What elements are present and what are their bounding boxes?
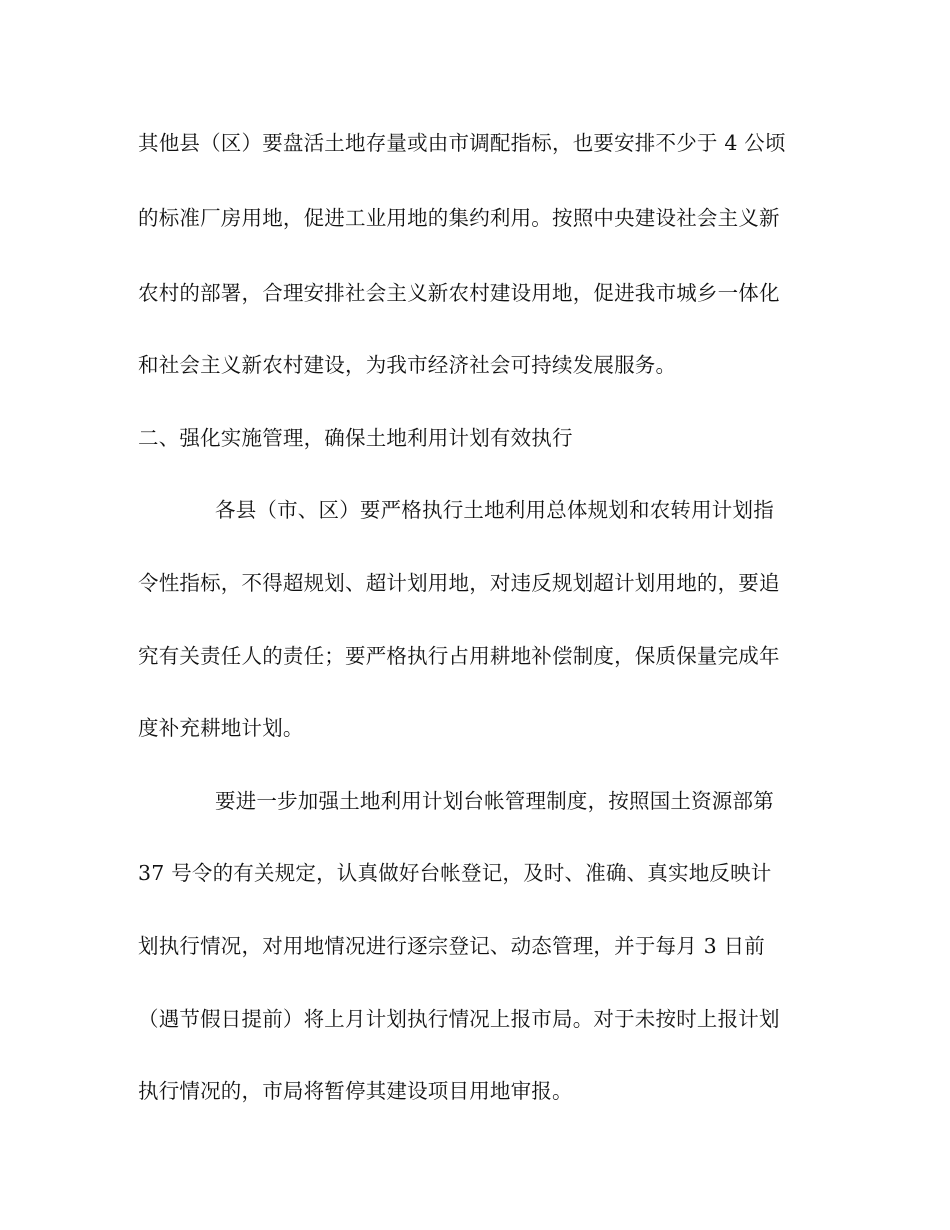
text-line: 农村的部署，合理安排社会主义新农村建设用地，促进我市城乡一体化 bbox=[138, 281, 780, 305]
text-line: 究有关责任人的责任；要严格执行占用耕地补偿制度，保质保量完成年 bbox=[138, 644, 780, 668]
text-line: 令性指标，不得超规划、超计划用地，对违反规划超计划用地的，要追 bbox=[138, 571, 780, 595]
text-line: 的标准厂房用地，促进工业用地的集约利用。按照中央建设社会主义新 bbox=[138, 206, 780, 230]
text-line: 和社会主义新农村建设，为我市经济社会可持续发展服务。 bbox=[138, 353, 677, 377]
text-line: 执行情况的，市局将暂停其建设项目用地审报。 bbox=[138, 1079, 573, 1103]
text-line: 各县（市、区）要严格执行土地利用总体规划和农转用计划指 bbox=[215, 498, 774, 522]
text-line: （遇节假日提前）将上月计划执行情况上报市局。对于未按时上报计划 bbox=[138, 1007, 780, 1031]
text-line: 要进一步加强土地利用计划台帐管理制度，按照国土资源部第 bbox=[215, 789, 774, 813]
section-heading: 二、强化实施管理，确保土地利用计划有效执行 bbox=[138, 426, 573, 450]
text-line: 度补充耕地计划。 bbox=[138, 716, 304, 740]
text-line: 37 号令的有关规定，认真做好台帐登记，及时、准确、真实地反映计 bbox=[138, 861, 772, 885]
text-line: 划执行情况，对用地情况进行逐宗登记、动态管理，并于每月 3 日前 bbox=[138, 934, 765, 958]
text-line: 其他县（区）要盘活土地存量或由市调配指标，也要安排不少于 4 公顷 bbox=[138, 131, 786, 155]
